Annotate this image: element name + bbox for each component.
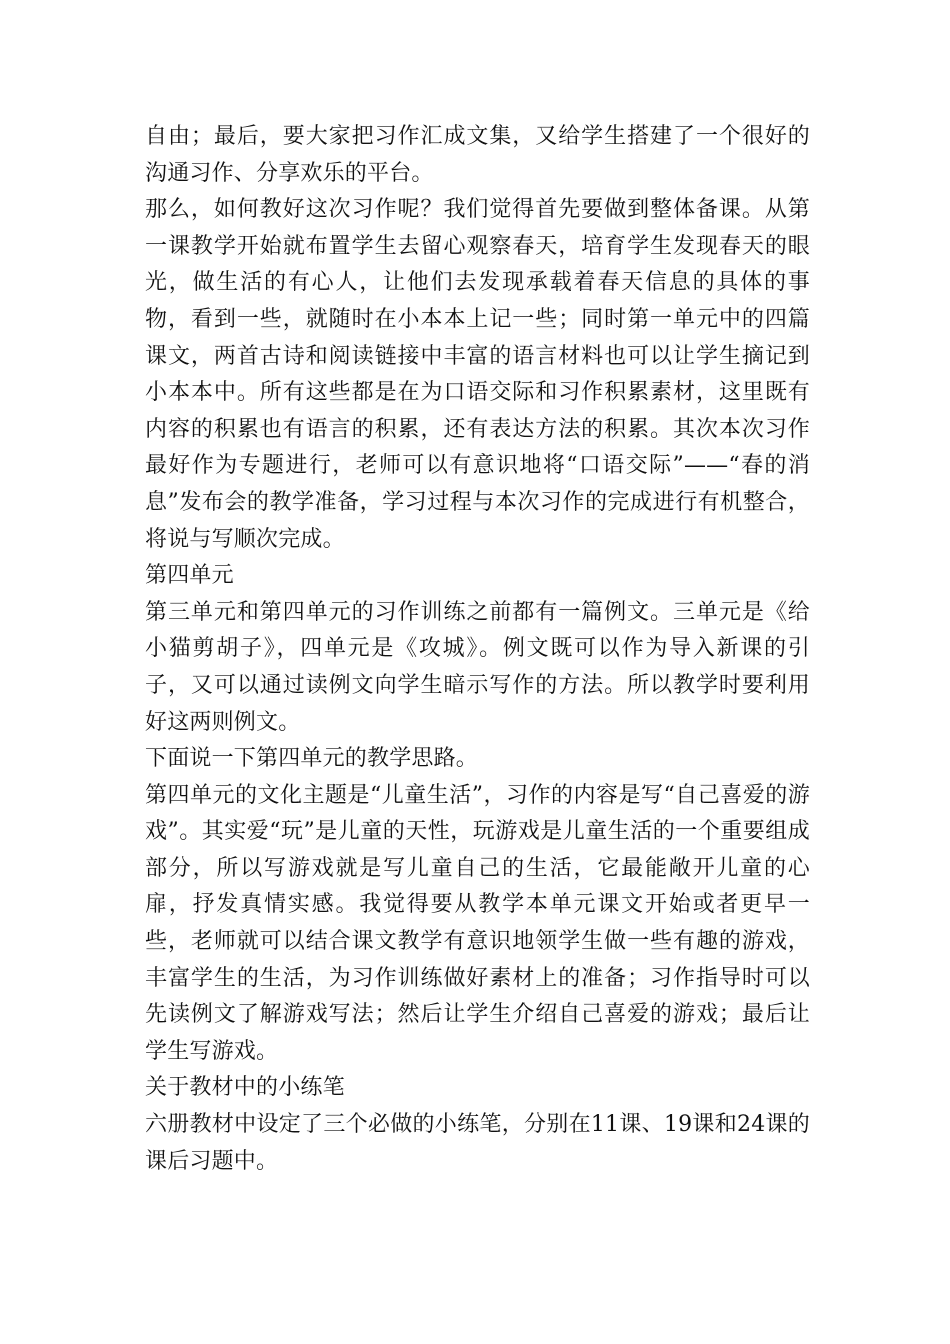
paragraph-small-exercises: 六册教材中设定了三个必做的小练笔，分别在11课、19课和24课的课后习题中。	[145, 1112, 810, 1174]
document-body	[145, 119, 810, 1180]
section-heading-small-exercises: 关于教材中的小练笔	[145, 1075, 345, 1101]
paragraph-continuation: 自由；最后，要大家把习作汇成文集，又给学生搭建了一个很好的沟通习作、分享欢乐的平台。	[145, 124, 810, 186]
section-heading-unit-four: 第四单元	[145, 563, 234, 589]
paragraph-unit-four-theme: 第四单元的文化主题是“儿童生活”，习作的内容是写“自己喜爱的游戏”。其实爱“玩”是儿童的天性，玩游戏是儿童生活的一个重要组成部分，所以写游戏就是写儿童自己的生活，它最能敞开儿童的心扉，抒发真情实感。我觉得要从教学本单元课文开始或者更早一些，老师就可以结合课文教学有意识地领学生做一些有趣的游戏，丰富学生的生活，为习作训练做好素材上的准备；习作指导时可以先读例文了解游戏写法；然后让学生介绍自己喜爱的游戏；最后让学生写游戏。	[145, 782, 810, 1064]
paragraph-whole-lesson-preparation: 那么，如何教好这次习作呢？我们觉得首先要做到整体备课。从第一课教学开始就布置学生去留心观察春天，培育学生发现春天的眼光，做生活的有心人，让他们去发现承载着春天信息的具体的事物，看到一些，就随时在小本本上记一些；同时第一单元中的四篇课文，两首古诗和阅读链接中丰富的语言材料也可以让学生摘记到小本本中。所有这些都是在为口语交际和习作积累素材，这里既有内容的积累也有语言的积累，还有表达方法的积累。其次本次习作最好作为专题进行，老师可以有意识地将“口语交际”——“春的消息”发布会的教学准备，学习过程与本次习作的完成进行有机整合，将说与写顺次完成。	[145, 197, 810, 552]
paragraph-unit-four-intro: 下面说一下第四单元的教学思路。	[145, 746, 479, 772]
paragraph-example-texts: 第三单元和第四单元的习作训练之前都有一篇例文。三单元是《给小猫剪胡子》，四单元是《攻城》。例文既可以作为导入新课的引子，又可以通过读例文向学生暗示写作的方法。所以教学时要利用好这两则例文。	[145, 599, 810, 735]
